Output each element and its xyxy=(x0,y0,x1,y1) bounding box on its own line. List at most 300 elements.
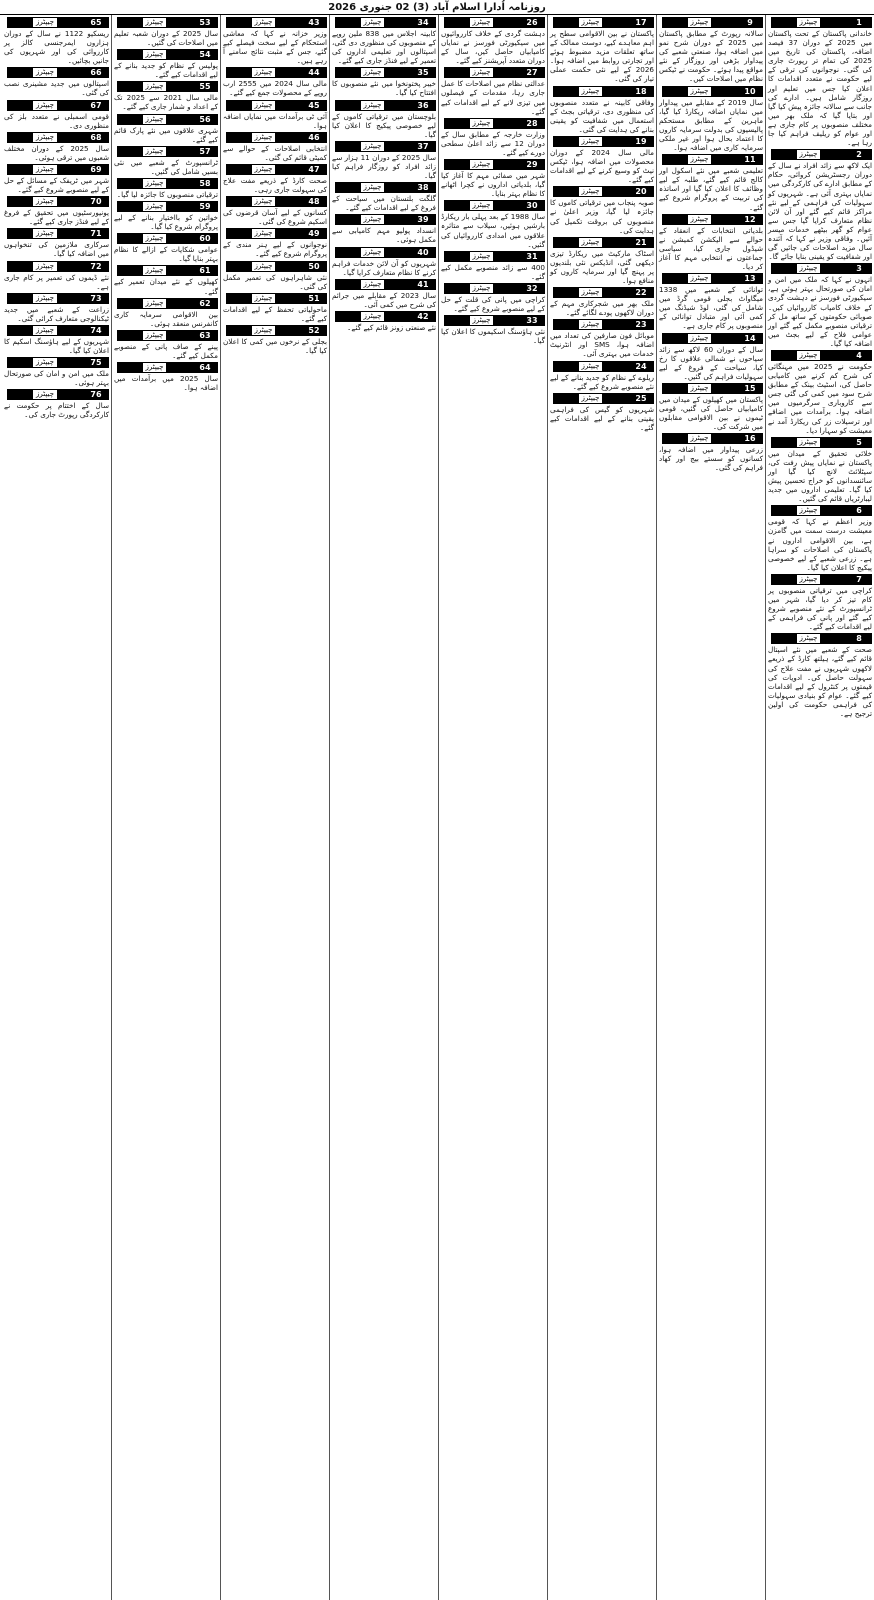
news-item-body: سالانہ رپورٹ کے مطابق پاکستان میں 2025 کے دوران شرح نمو میں اضافہ ہوا، صنعتی شعبے کی پیداوار بڑھی اور روزگار کے نئے مواقع پیدا ہوئے۔ حکومت نے ٹیکس نظام میں اصلاحات کیں۔ xyxy=(659,29,763,84)
item-number: 63 xyxy=(192,330,218,341)
item-number: 6 xyxy=(846,505,872,516)
news-item-body: گلگت بلتستان میں سیاحت کے فروغ کے لیے اقدامات کیے گئے۔ xyxy=(332,194,436,213)
news-item-body: سال 1988 کے بعد پہلی بار ریکارڈ بارشیں ہوئیں، سیلاب سے متاثرہ علاقوں میں امدادی کارروائیاں کی گئیں۔ xyxy=(441,212,545,249)
section-label: چیپٹرز xyxy=(579,18,603,27)
header-band xyxy=(226,196,301,207)
section-label: چیپٹرز xyxy=(361,248,385,257)
item-number: 1 xyxy=(846,17,872,28)
news-item xyxy=(4,389,109,419)
news-item-body: نئے صنعتی زونز قائم کیے گئے۔ xyxy=(347,322,436,332)
section-label: چیپٹرز xyxy=(33,326,57,335)
news-item-header xyxy=(550,361,654,372)
news-item-header xyxy=(114,201,218,212)
news-item-header xyxy=(441,283,545,294)
news-item xyxy=(332,182,436,212)
column-6 xyxy=(220,15,329,1600)
news-item-header xyxy=(223,228,327,239)
news-item xyxy=(114,146,218,176)
header-band xyxy=(226,325,301,336)
header-band xyxy=(117,298,192,309)
news-item-header xyxy=(550,17,654,28)
section-label: چیپٹرز xyxy=(361,183,385,192)
news-item-header xyxy=(4,261,109,272)
news-item-body: انتخابی اصلاحات کے حوالے سے کمیٹی قائم کی گئی۔ xyxy=(223,143,327,162)
news-item-header xyxy=(768,263,872,274)
header-band xyxy=(7,17,83,28)
news-item-body: بلدیاتی انتخابات کے انعقاد کے حوالے سے الیکشن کمیشن نے شیڈول جاری کیا، سیاسی جماعتوں نے انتخابی مہم کا آغاز کر دیا۔ xyxy=(659,225,763,271)
section-label: چیپٹرز xyxy=(797,506,821,515)
news-item xyxy=(223,17,327,65)
header-band xyxy=(117,114,192,125)
news-item-body: بین الاقوامی سرمایہ کاری کانفرنس منعقد ہوئی۔ xyxy=(114,309,218,328)
item-number: 37 xyxy=(410,141,436,152)
section-label: چیپٹرز xyxy=(797,438,821,447)
section-label: چیپٹرز xyxy=(33,229,57,238)
news-item-header xyxy=(223,196,327,207)
news-item-body: پینے کے صاف پانی کے منصوبے مکمل کیے گئے۔ xyxy=(114,341,218,360)
news-item-body: ٹرانسپورٹ کے شعبے میں نئی بسیں شامل کی گئیں۔ xyxy=(114,157,218,176)
item-number: 36 xyxy=(410,100,436,111)
news-item-body: ریلوے کے نظام کو جدید بنانے کے لیے نئے منصوبے شروع کیے گئے۔ xyxy=(550,372,654,391)
news-item-header xyxy=(659,154,763,165)
section-label: چیپٹرز xyxy=(33,101,57,110)
news-item xyxy=(441,315,545,345)
news-item-header xyxy=(768,437,872,448)
news-item xyxy=(768,505,872,572)
header-band xyxy=(7,389,83,400)
news-item xyxy=(223,293,327,323)
news-item xyxy=(4,132,109,162)
header-band xyxy=(553,237,628,248)
news-item-header xyxy=(114,49,218,60)
news-item-body: کراچی میں ترقیاتی منصوبوں پر کام تیز کر دیا گیا، شہر میں ٹرانسپورٹ کے نئے منصوبے شروع کیے گئے اور پانی کی فراہمی کے لیے اقدامات کیے گئے۔ xyxy=(768,585,872,632)
item-number: 5 xyxy=(846,437,872,448)
section-label: چیپٹرز xyxy=(797,18,821,27)
column-2 xyxy=(656,15,765,1600)
news-item-header xyxy=(768,505,872,516)
section-label: چیپٹرز xyxy=(579,320,603,329)
item-number: 46 xyxy=(301,132,327,143)
item-number: 74 xyxy=(83,325,109,336)
news-item-body: ایک لاکھ سے زائد افراد نے سال کے دوران رجسٹریشن کروائی، حکام کے مطابق ادارے کی کارکردگی میں نمایاں بہتری آئی ہے۔ شہریوں کو سہولیات کی فراہمی کے لیے نئے مراکز قائم کیے گئے اور آن لائن نظام متعارف کرایا گیا جس سے عوام کو گھر بیٹھے خدمات میسر آئیں۔ وفاقی وزیر نے کہا کہ آئندہ سال مزید اصلاحات کی جائیں گی اور شفافیت کو یقینی بنایا جائے گا۔ xyxy=(768,161,872,262)
news-item-header xyxy=(4,293,109,304)
section-label: چیپٹرز xyxy=(143,202,167,211)
item-number: 22 xyxy=(628,287,654,298)
item-number: 10 xyxy=(737,86,763,97)
news-item-header xyxy=(4,196,109,207)
header-band xyxy=(335,279,410,290)
news-item xyxy=(332,214,436,244)
section-label: چیپٹرز xyxy=(361,142,385,151)
news-item-body: نئی شاہراہوں کی تعمیر مکمل کی گئی۔ xyxy=(223,272,327,291)
item-number: 33 xyxy=(519,315,545,326)
news-item-body: انہوں نے کہا کہ ملک میں امن و امان کی صورتحال بہتر ہوئی ہے، سیکیورٹی فورسز نے دہشت گردی کے خلاف کامیاب کارروائیاں کیں۔ صوبائی حکومتوں کے ساتھ مل کر ترقیاتی منصوبے مکمل کیے گئے اور عوامی فلاح کے لیے بجٹ میں اضافہ کیا گیا۔ xyxy=(768,275,872,348)
item-number: 9 xyxy=(737,17,763,28)
header-band xyxy=(444,159,519,170)
item-number: 49 xyxy=(301,228,327,239)
news-item xyxy=(114,114,218,144)
news-item-header xyxy=(332,17,436,28)
section-label: چیپٹرز xyxy=(143,363,167,372)
section-label: چیپٹرز xyxy=(33,262,57,271)
item-number: 43 xyxy=(301,17,327,28)
news-item-header xyxy=(114,265,218,276)
header-band xyxy=(771,574,846,585)
item-number: 27 xyxy=(519,67,545,78)
news-item-header xyxy=(114,146,218,157)
news-item-header xyxy=(114,114,218,125)
news-item-body: شہری علاقوں میں نئے پارک قائم کیے گئے۔ xyxy=(114,125,218,144)
header-band xyxy=(7,164,83,175)
header-band xyxy=(444,67,519,78)
item-number: 19 xyxy=(628,136,654,147)
item-number: 57 xyxy=(192,146,218,157)
news-item xyxy=(114,233,218,263)
section-label: چیپٹرز xyxy=(470,18,494,27)
section-label: چیپٹرز xyxy=(143,266,167,275)
news-item xyxy=(659,154,763,211)
header-band xyxy=(226,17,301,28)
news-item-body: نئی ہاؤسنگ اسکیموں کا اعلان کیا گیا۔ xyxy=(441,327,545,346)
section-label: چیپٹرز xyxy=(33,18,57,27)
section-label: چیپٹرز xyxy=(361,101,385,110)
news-item xyxy=(223,100,327,130)
news-item-body: مالی سال 2024 کے دوران محصولات میں اضافہ ہوا، ٹیکس نیٹ کو وسیع کرنے کے لیے اقدامات کیے گئے۔ xyxy=(550,147,654,185)
header-band xyxy=(226,293,301,304)
header-band xyxy=(771,263,846,274)
column-8 xyxy=(2,15,111,1600)
item-number: 47 xyxy=(301,164,327,175)
item-number: 14 xyxy=(737,333,763,344)
header-band xyxy=(117,81,192,92)
section-label: چیپٹرز xyxy=(688,274,712,283)
news-item xyxy=(659,273,763,330)
news-item-body: سرکاری ملازمین کی تنخواہوں میں اضافہ کیا گیا۔ xyxy=(4,240,109,259)
news-item-body: مالی سال 2024 میں 2555 ارب روپے کے محصولات جمع کیے گئے۔ xyxy=(223,79,327,98)
header-band xyxy=(771,437,846,448)
news-item xyxy=(114,298,218,328)
news-item-body: وزیر خزانہ نے کہا کہ معاشی استحکام کے لیے سخت فیصلے کیے گئے، جس کے مثبت نتائج سامنے آ رہے ہیں۔ xyxy=(223,29,327,66)
item-number: 39 xyxy=(410,214,436,225)
section-label: چیپٹرز xyxy=(470,284,494,293)
news-item-body: سال 2025 کے دوران شعبہ تعلیم میں اصلاحات کی گئیں۔ xyxy=(114,29,218,48)
news-item-header xyxy=(332,100,436,111)
section-label: چیپٹرز xyxy=(688,18,712,27)
item-number: 38 xyxy=(410,182,436,193)
news-item xyxy=(4,164,109,194)
news-item-body: حکومت نے 2025 میں مہنگائی کی شرح کم کرنے میں کامیابی حاصل کی، اسٹیٹ بینک کے مطابق شرح سود میں کمی کی گئی جس سے کاروباری سرگرمیوں میں اضافہ ہوا۔ برآمدات میں اضافے اور ترسیلات زر کی ریکارڈ آمد نے معیشت کو سہارا دیا۔ xyxy=(768,362,872,435)
news-item xyxy=(441,251,545,281)
news-item-header xyxy=(550,237,654,248)
item-number: 25 xyxy=(628,393,654,404)
news-item-header xyxy=(4,357,109,368)
header-band xyxy=(662,333,737,344)
column-3 xyxy=(547,15,656,1600)
news-item-header xyxy=(768,149,872,160)
news-item-header xyxy=(441,67,545,78)
section-label: چیپٹرز xyxy=(252,294,276,303)
news-item-header xyxy=(441,118,545,129)
news-item xyxy=(114,362,218,392)
news-item xyxy=(550,186,654,234)
news-item xyxy=(768,437,872,504)
news-item-body: خیبر پختونخوا میں نئے منصوبوں کا افتتاح کیا گیا۔ xyxy=(332,79,436,98)
header-band xyxy=(226,164,301,175)
news-item-body: دہشت گردی کے خلاف کارروائیوں میں سیکیورٹی فورسز نے نمایاں کامیابیاں حاصل کیں، سال کے دوران متعدد آپریشنز کیے گئے۔ xyxy=(441,29,545,66)
item-number: 2 xyxy=(846,149,872,160)
section-label: چیپٹرز xyxy=(252,165,276,174)
news-item xyxy=(223,196,327,226)
news-item-header xyxy=(332,214,436,225)
news-item-body: مالی سال 2021 سے 2025 تک کے اعداد و شمار جاری کیے گئے۔ xyxy=(114,93,219,112)
header-band xyxy=(771,633,846,644)
news-item xyxy=(4,357,109,387)
news-item-body: صوبہ پنجاب میں ترقیاتی کاموں کا جائزہ لیا گیا، وزیر اعلیٰ نے منصوبوں کی بروقت تکمیل کی ہدایت کی۔ xyxy=(550,198,654,235)
news-item-body: آئی ٹی برآمدات میں نمایاں اضافہ ہوا۔ xyxy=(223,111,327,130)
header-band xyxy=(662,214,737,225)
item-number: 17 xyxy=(628,17,654,28)
news-item-body: ماحولیاتی تحفظ کے لیے اقدامات کیے گئے۔ xyxy=(223,304,327,323)
section-label: چیپٹرز xyxy=(33,390,57,399)
header-band xyxy=(553,17,628,28)
news-item-body: ریسکیو 1122 نے سال کے دوران ہزاروں ایمرجنسی کالز پر کارروائی کی اور شہریوں کی جانیں بچائیں۔ xyxy=(4,29,109,66)
news-item xyxy=(659,86,763,153)
column-5 xyxy=(329,15,438,1600)
section-label: چیپٹرز xyxy=(579,137,603,146)
item-number: 42 xyxy=(410,311,436,322)
newspaper-columns xyxy=(0,15,874,1600)
item-number: 61 xyxy=(192,265,218,276)
item-number: 75 xyxy=(83,357,109,368)
news-item-header xyxy=(223,325,327,336)
news-item xyxy=(114,17,218,47)
header-band xyxy=(553,393,628,404)
item-number: 30 xyxy=(519,200,545,211)
header-band xyxy=(335,17,410,28)
news-item-header xyxy=(550,186,654,197)
section-label: چیپٹرز xyxy=(143,299,167,308)
section-label: چیپٹرز xyxy=(252,262,276,271)
section-label: چیپٹرز xyxy=(252,326,276,335)
item-number: 7 xyxy=(846,574,872,585)
header-band xyxy=(226,100,301,111)
section-label: چیپٹرز xyxy=(470,160,494,169)
news-item-body: زراعت کے شعبے میں جدید ٹیکنالوجی متعارف کرائی گئی۔ xyxy=(4,304,109,323)
header-band xyxy=(444,200,519,211)
section-label: چیپٹرز xyxy=(143,147,167,156)
section-label: چیپٹرز xyxy=(470,68,494,77)
news-item xyxy=(223,261,327,291)
item-number: 8 xyxy=(846,633,872,644)
news-item-body: شہریوں کو گیس کی فراہمی یقینی بنانے کے لیے اقدامات کیے گئے۔ xyxy=(550,404,654,432)
item-number: 31 xyxy=(519,251,545,262)
news-item-header xyxy=(114,298,218,309)
section-label: چیپٹرز xyxy=(252,197,276,206)
section-label: چیپٹرز xyxy=(252,18,276,27)
news-item-header xyxy=(659,86,763,97)
news-item xyxy=(768,17,872,147)
item-number: 71 xyxy=(83,228,109,239)
header-band xyxy=(226,261,301,272)
news-item xyxy=(659,333,763,381)
section-label: چیپٹرز xyxy=(33,358,57,367)
header-band xyxy=(771,17,846,28)
section-label: چیپٹرز xyxy=(688,434,712,443)
news-item-header xyxy=(550,86,654,97)
header-band xyxy=(553,186,628,197)
news-item-body: انسداد پولیو مہم کامیابی سے مکمل ہوئی۔ xyxy=(332,226,436,245)
news-item-body: سال 2019 کے مقابلے میں پیداوار میں نمایاں اضافہ ریکارڈ کیا گیا، ماہرین کے مطابق مستحکم پالیسیوں کی بدولت سرمایہ کاروں کا اعتماد بحال ہوا اور غیر ملکی سرمایہ کاری میں اضافہ ہوا۔ xyxy=(659,97,763,153)
section-label: چیپٹرز xyxy=(361,215,385,224)
section-label: چیپٹرز xyxy=(579,238,603,247)
news-item xyxy=(550,17,654,84)
header-band xyxy=(335,311,410,322)
news-item-body: وفاقی کابینہ نے متعدد منصوبوں کی منظوری دی، ترقیاتی بجٹ کے استعمال میں شفافیت کو یقینی بنانے کی ہدایت کی گئی۔ xyxy=(550,97,654,134)
news-item xyxy=(114,81,218,111)
news-item-header xyxy=(114,81,218,92)
item-number: 32 xyxy=(519,283,545,294)
section-label: چیپٹرز xyxy=(33,133,57,142)
section-label: چیپٹرز xyxy=(470,201,494,210)
news-item-header xyxy=(659,433,763,444)
news-item-body: بلوچستان میں ترقیاتی کاموں کے لیے خصوصی پیکیج کا اعلان کیا گیا۔ xyxy=(332,111,436,139)
news-item-header xyxy=(332,67,436,78)
item-number: 34 xyxy=(410,17,436,28)
item-number: 28 xyxy=(519,118,545,129)
news-item xyxy=(332,17,436,65)
item-number: 21 xyxy=(628,237,654,248)
news-item xyxy=(223,67,327,97)
section-label: چیپٹرز xyxy=(252,101,276,110)
header-band xyxy=(7,325,83,336)
news-item xyxy=(332,279,436,309)
section-label: چیپٹرز xyxy=(579,362,603,371)
section-label: چیپٹرز xyxy=(688,155,712,164)
news-item-body: عدالتی نظام میں اصلاحات کا عمل جاری رہا، مقدمات کے فیصلوں میں تیزی لانے کے لیے اقدامات کیے گئے۔ xyxy=(441,79,545,116)
news-item-header xyxy=(550,319,654,330)
news-item-header xyxy=(550,136,654,147)
item-number: 52 xyxy=(301,325,327,336)
section-label: چیپٹرز xyxy=(143,82,167,91)
header-band xyxy=(335,100,410,111)
header-band xyxy=(662,383,737,394)
news-item-header xyxy=(550,287,654,298)
section-label: چیپٹرز xyxy=(33,165,57,174)
news-item-header xyxy=(332,182,436,193)
section-label: چیپٹرز xyxy=(470,119,494,128)
item-number: 56 xyxy=(192,114,218,125)
section-label: چیپٹرز xyxy=(579,87,603,96)
news-item-header xyxy=(4,67,109,78)
news-item-body: تعلیمی شعبے میں نئے اسکول اور کالج قائم کیے گئے، طلبہ کے لیے وظائف کا اعلان کیا گیا اور اساتذہ کی تربیت کے پروگرام شروع کیے گئے۔ xyxy=(659,166,763,212)
section-label: چیپٹرز xyxy=(688,87,712,96)
news-item-body: اسپتالوں میں جدید مشینری نصب کی گئی۔ xyxy=(4,79,109,98)
news-item-body: کسانوں کے لیے آسان قرضوں کی اسکیم شروع کی گئی۔ xyxy=(223,208,327,227)
news-item-body: سال کے اختتام پر حکومت نے کارکردگی رپورٹ جاری کی۔ xyxy=(4,401,109,420)
news-item-header xyxy=(441,159,545,170)
header-band xyxy=(553,361,628,372)
header-band xyxy=(117,17,192,28)
news-item-header xyxy=(659,214,763,225)
section-label: چیپٹرز xyxy=(143,179,167,188)
section-label: چیپٹرز xyxy=(143,331,167,340)
news-item xyxy=(4,67,109,97)
news-item-body: پاکستان نے بین الاقوامی سطح پر اہم معاہدے کیے، دوست ممالک کے ساتھ تعلقات مزید مضبوط ہوئے اور تجارتی روابط میں اضافہ ہوا۔ 2026 کے لیے نئی حکمت عملی تیار کی گئی۔ xyxy=(550,29,654,84)
header-band xyxy=(7,100,83,111)
header-band xyxy=(117,362,192,373)
header-band xyxy=(662,86,737,97)
item-number: 44 xyxy=(301,67,327,78)
header-band xyxy=(662,154,737,165)
news-item-body: کراچی میں پانی کی قلت کے حل کے لیے منصوبے شروع کیے گئے۔ xyxy=(441,294,545,313)
news-item-header xyxy=(223,293,327,304)
header-band xyxy=(444,315,519,326)
news-item-header xyxy=(4,389,109,400)
section-label: چیپٹرز xyxy=(361,68,385,77)
news-item-body: شہریوں کے لیے ہاؤسنگ اسکیم کا اعلان کیا گیا۔ xyxy=(4,336,109,355)
news-item-header xyxy=(332,279,436,290)
header-band xyxy=(444,118,519,129)
item-number: 23 xyxy=(628,319,654,330)
header-band xyxy=(7,228,83,239)
news-item-header xyxy=(4,325,109,336)
item-number: 67 xyxy=(83,100,109,111)
news-item-header xyxy=(441,251,545,262)
news-item xyxy=(659,433,763,472)
section-label: چیپٹرز xyxy=(361,280,385,289)
news-item xyxy=(441,118,545,157)
news-item xyxy=(332,141,436,180)
news-item xyxy=(550,237,654,285)
header-band xyxy=(662,17,737,28)
header-band xyxy=(444,251,519,262)
header-band xyxy=(444,17,519,28)
section-label: چیپٹرز xyxy=(252,133,276,142)
item-number: 69 xyxy=(83,164,109,175)
news-item-body: نوجوانوں کے لیے ہنر مندی کے پروگرام شروع کیے گئے۔ xyxy=(223,240,327,259)
header-band xyxy=(226,132,301,143)
item-number: 12 xyxy=(737,214,763,225)
item-number: 26 xyxy=(519,17,545,28)
item-number: 16 xyxy=(737,433,763,444)
item-number: 64 xyxy=(192,362,218,373)
section-label: چیپٹرز xyxy=(797,264,821,273)
news-item xyxy=(768,350,872,435)
column-7 xyxy=(111,15,220,1600)
news-item xyxy=(114,265,218,295)
news-item-body: زرعی پیداوار میں اضافہ ہوا، کسانوں کو سستے بیج اور کھاد فراہم کی گئی۔ xyxy=(659,445,763,473)
news-item-body: سال کے دوران 60 لاکھ سے زائد سیاحوں نے شمالی علاقوں کا رخ کیا، سیاحت کے فروغ کے لیے سہولیات فراہم کی گئیں۔ xyxy=(659,344,763,381)
header-band xyxy=(553,287,628,298)
section-label: چیپٹرز xyxy=(361,312,385,321)
news-item-body: پاکستان میں کھیلوں کے میدان میں کامیابیاں حاصل کی گئیں، قومی ٹیموں نے بین الاقوامی مقابلوں میں شرکت کی۔ xyxy=(659,394,763,432)
section-label: چیپٹرز xyxy=(33,68,57,77)
item-number: 76 xyxy=(83,389,109,400)
item-number: 40 xyxy=(410,247,436,258)
news-item xyxy=(659,214,763,271)
news-item-header xyxy=(768,350,872,361)
section-label: چیپٹرز xyxy=(143,18,167,27)
news-item-header xyxy=(114,178,218,189)
item-number: 51 xyxy=(301,293,327,304)
news-item xyxy=(4,261,109,291)
news-item-body: خاندانی پاکستان کے تحت پاکستان میں 2025 کے دوران 37 فیصد اضافہ، پاکستان کی تاریخ میں 2025 کی تمام تر رپورٹ جاری کی گئی۔ نوجوانوں کی ترقی کے لیے حکومت نے متعدد اقدامات کا اعلان کیا جس میں تعلیم اور روزگار شامل ہیں۔ ادارے کی جانب سے سالانہ جائزہ پیش کیا گیا اور بتایا گیا کہ ملک بھر میں مختلف منصوبوں پر کام جاری ہے اور عوام کو ریلیف فراہم کیا جا رہا ہے۔ xyxy=(768,29,873,148)
news-item xyxy=(550,86,654,134)
news-item-body: توانائی کے شعبے میں 1338 میگاواٹ بجلی قومی گرڈ میں شامل کی گئی، لوڈ شیڈنگ میں کمی آئی اور متبادل توانائی کے منصوبوں پر کام جاری ہے۔ xyxy=(659,285,763,331)
news-item-body: خلائی تحقیق کے میدان میں پاکستان نے نمایاں پیش رفت کی، سیٹلائٹ لانچ کیا گیا اور سائنسدانوں کو خراج تحسین پیش کیا گیا۔ تعلیمی اداروں میں جدید لیبارٹریاں قائم کی گئیں۔ xyxy=(768,448,872,504)
section-label: چیپٹرز xyxy=(579,187,603,196)
item-number: 4 xyxy=(846,350,872,361)
